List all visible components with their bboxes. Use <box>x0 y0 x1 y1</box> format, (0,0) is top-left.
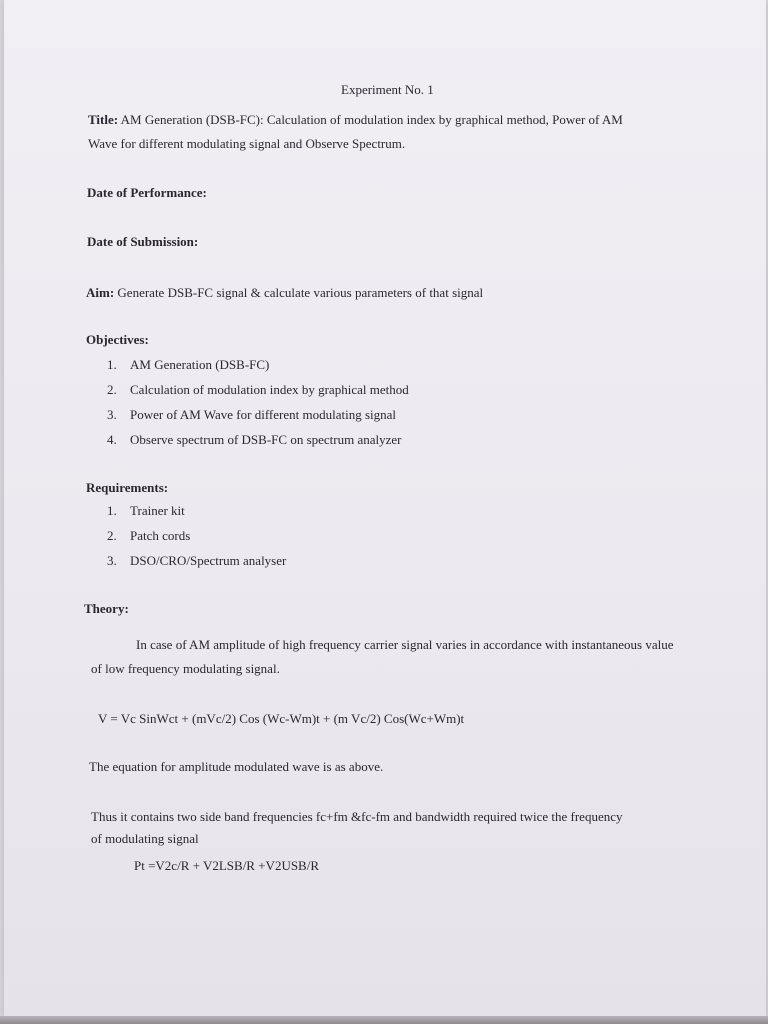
title-line-1 <box>88 112 623 128</box>
objective-num: 2. <box>107 382 117 397</box>
date-of-performance: Date of Performance: <box>87 185 207 200</box>
title-text-2: Wave for different modulating signal and Observe Spectrum. <box>88 136 406 151</box>
requirement-num: 2. <box>107 528 117 543</box>
desk-edge <box>0 1016 768 1024</box>
theory-para2: The equation for amplitude modulated wave is as above. <box>89 759 384 774</box>
am-equation: V = Vc SinWct + (mVc/2) Cos (Wc-Wm)t + (m Vc/2) Cos(Wc+Wm)t <box>98 711 465 726</box>
theory-para3-line2: of modulating signal <box>91 831 199 846</box>
theory-heading: Theory: <box>84 601 129 616</box>
aim-line <box>86 285 483 301</box>
experiment-heading: Experiment No. 1 <box>341 82 434 97</box>
requirement-item: Patch cords <box>130 528 191 543</box>
requirement-num: 1. <box>107 503 117 518</box>
power-equation: Pt =V2c/R + V2LSB/R +V2USB/R <box>134 858 320 873</box>
paper-sheet <box>4 0 766 1018</box>
objective-item: Calculation of modulation index by graphical method <box>130 382 409 397</box>
requirement-num: 3. <box>107 553 117 568</box>
aim-label: Aim: <box>86 285 115 300</box>
objective-num: 3. <box>107 407 117 422</box>
requirements-heading: Requirements: <box>86 480 169 495</box>
objective-num: 4. <box>107 432 117 447</box>
theory-para3-line1: Thus it contains two side band frequencies fc+fm &fc-fm and bandwidth required twice the frequency <box>91 809 623 824</box>
objective-item: Observe spectrum of DSB-FC on spectrum analyzer <box>130 432 402 447</box>
objective-item: AM Generation (DSB-FC) <box>130 357 270 372</box>
requirement-item: Trainer kit <box>130 503 185 518</box>
objectives-heading: Objectives: <box>86 332 149 347</box>
aim-text: Generate DSB-FC signal & calculate various parameters of that signal <box>117 285 484 300</box>
objective-item: Power of AM Wave for different modulating signal <box>130 407 397 422</box>
theory-para1-line2: of low frequency modulating signal. <box>91 661 280 676</box>
requirement-item: DSO/CRO/Spectrum analyser <box>130 553 287 568</box>
title-text-1: AM Generation (DSB-FC): Calculation of modulation index by graphical method, Power of AM <box>120 112 623 127</box>
objective-num: 1. <box>107 357 117 372</box>
title-label: Title: <box>88 112 119 127</box>
date-of-submission: Date of Submission: <box>87 234 199 249</box>
theory-para1-line1: In case of AM amplitude of high frequency carrier signal varies in accordance with instantaneous value <box>136 637 674 652</box>
